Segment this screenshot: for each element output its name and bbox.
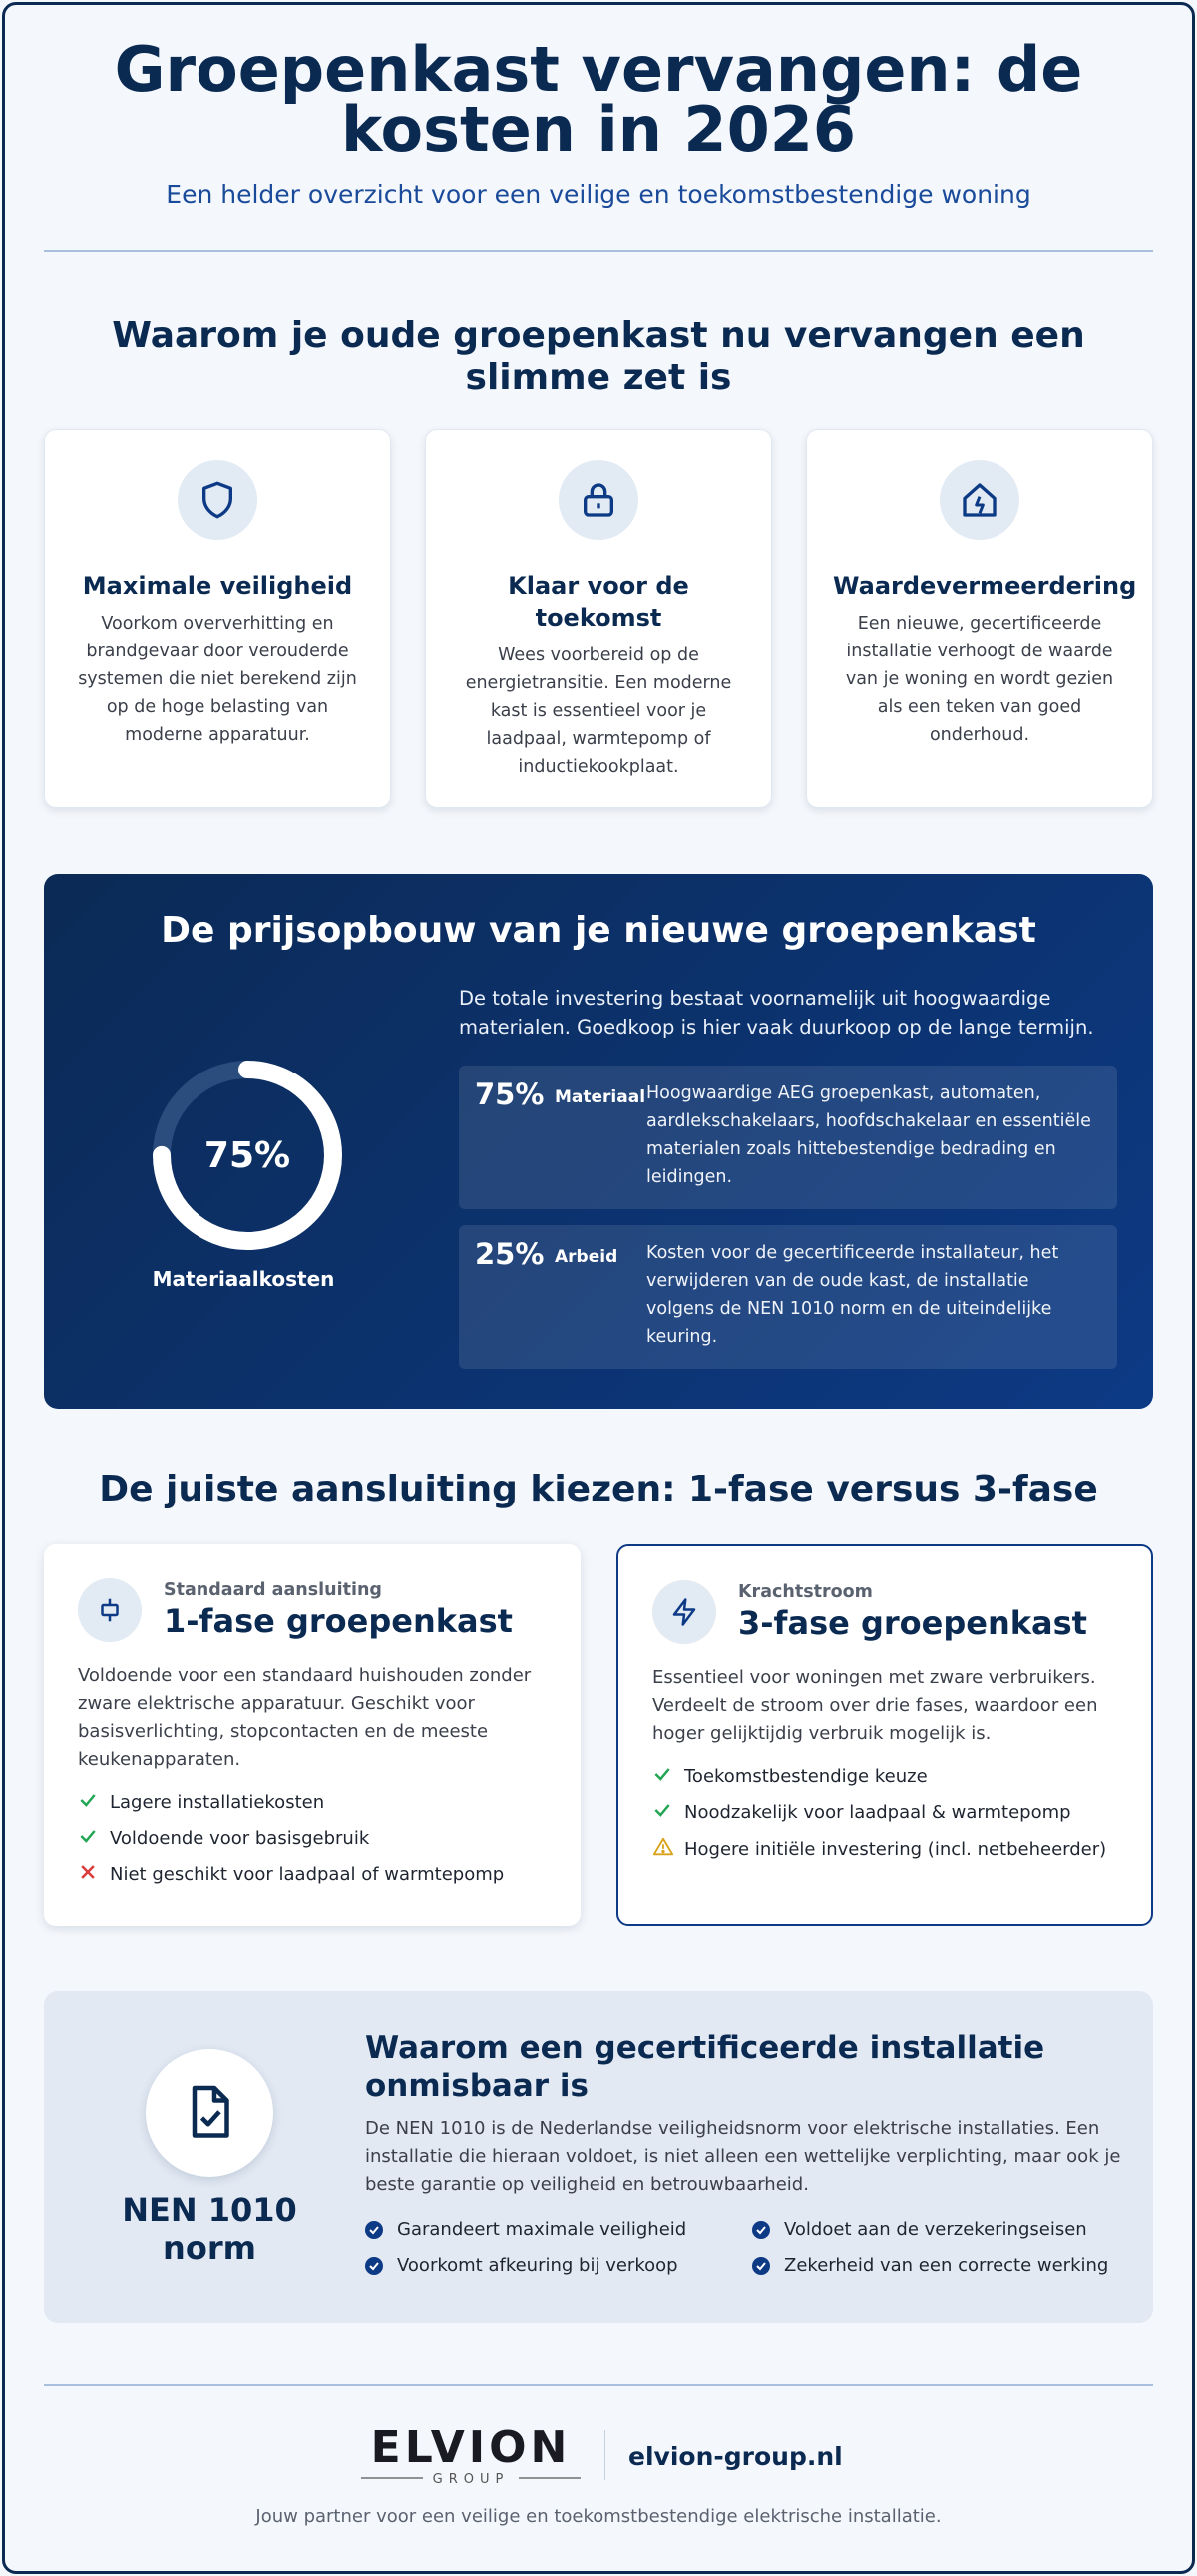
- pricing-intro: De totale investering bestaat voornamelijk uit hoogwaardige materialen. Goedkoop is hier vaak duurkoop op de lange termijn.: [459, 987, 1094, 1039]
- check-icon: [365, 2257, 383, 2275]
- card-title: Klaar voor de toekomst: [508, 572, 689, 632]
- norm-title: Waarom een gecertificeerde installatie onmisbaar is: [365, 2030, 1045, 2104]
- norm-label: NEN 1010 norm: [122, 2191, 297, 2267]
- list-item: Garandeert maximale veiligheid: [365, 2219, 686, 2240]
- donut-caption: Materiaalkosten: [152, 1267, 335, 1291]
- price-pct: 75%: [475, 1077, 545, 1111]
- donut-value: 75%: [203, 1135, 291, 1176]
- check-icon: [78, 1790, 110, 1815]
- list-item: Voorkomt afkeuring bij verkoop: [365, 2255, 678, 2276]
- svg-text:ELVION: ELVION: [370, 2426, 572, 2473]
- phase-desc: Essentieel voor woningen met zware verbruikers. Verdeelt de stroom over drie fases, waardoor een hoger gelijktijdig verbruik mogelijk is.: [652, 1667, 1098, 1744]
- page-title: Groepenkast vervangen: de kosten in 2026: [114, 33, 1083, 166]
- card-title: Waardevermeerdering: [833, 572, 1137, 600]
- price-label: Arbeid: [555, 1247, 618, 1267]
- house-icon: [940, 460, 1019, 540]
- phases-title: De juiste aansluiting kiezen: 1-fase versus 3-fase: [99, 1469, 1098, 1509]
- phase-card-single: [44, 1544, 581, 1926]
- price-desc: Kosten voor de gecertificeerde installateur, het verwijderen van de oude kast, de installatie volgens de NEN 1010 norm en de uiteindelijke keuring.: [646, 1243, 1059, 1347]
- phase-card-three: [616, 1544, 1153, 1926]
- list-item: Hogere initiële investering (incl. netbeheerder): [652, 1836, 1106, 1863]
- warning-icon: [652, 1836, 684, 1863]
- check-icon: [652, 1800, 684, 1825]
- svg-text:GROUP: GROUP: [432, 2472, 510, 2486]
- card-text: Voorkom oververhitting en brandgevaar door verouderde systemen die niet berekend zijn op de hoge belasting van moderne apparatuur.: [78, 614, 357, 745]
- price-label: Materiaal: [555, 1087, 646, 1107]
- price-item-labor: [459, 1225, 1117, 1369]
- card-title: Maximale veiligheid: [82, 572, 353, 600]
- list-item: Zekerheid van een correcte werking: [752, 2255, 1108, 2276]
- benefit-card-value: [806, 429, 1153, 808]
- divider: [604, 2430, 605, 2480]
- phase-kicker: Krachtstroom: [738, 1582, 873, 1602]
- list-item: Voldoende voor basisgebruik: [78, 1826, 369, 1851]
- price-desc: Hoogwaardige AEG groepenkast, automaten, aardlekschakelaars, hoofdschakelaar en essentiële materialen zoals hittebestendige bedrading en leidingen.: [646, 1083, 1091, 1187]
- phase-title: 1-fase groepenkast: [164, 1602, 513, 1640]
- divider: [44, 250, 1153, 252]
- phase-title: 3-fase groepenkast: [738, 1604, 1087, 1642]
- card-text: Een nieuwe, gecertificeerde installatie verhoogt de waarde van je woning en wordt gezien als een teken van goed onderhoud.: [845, 614, 1114, 745]
- norm-desc: De NEN 1010 is de Nederlandse veiligheidsnorm voor elektrische installaties. Een installatie die hieraan voldoet, is niet alleen een wettelijke verplichting, maar ook je beste garantie op veiligheid en betrouwbaarheid.: [365, 2118, 1121, 2195]
- list-item: Toekomstbestendige keuze: [652, 1764, 928, 1789]
- phase-kicker: Standaard aansluiting: [164, 1580, 382, 1600]
- website-link[interactable]: elvion-group.nl: [628, 2442, 843, 2471]
- elvion-logo: [359, 2426, 583, 2486]
- footer-tagline: Jouw partner voor een veilige en toekomstbestendige elektrische installatie.: [255, 2506, 942, 2527]
- check-icon: [752, 2221, 770, 2239]
- list-item: Niet geschikt voor laadpaal of warmtepomp: [78, 1862, 504, 1887]
- phase-desc: Voldoende voor een standaard huishouden zonder zware elektrische apparatuur. Geschikt voor basisverlichting, stopcontacten en de meeste keukenapparaten.: [78, 1665, 532, 1770]
- donut-chart: [148, 1056, 347, 1255]
- plug-icon: [78, 1578, 142, 1642]
- check-icon: [78, 1826, 110, 1851]
- list-item: Voldoet aan de verzekeringseisen: [752, 2219, 1087, 2240]
- divider: [44, 2384, 1153, 2386]
- shield-icon: [178, 460, 257, 540]
- price-pct: 25%: [475, 1237, 545, 1271]
- norm-section: [44, 1991, 1153, 2323]
- why-title: Waarom je oude groepenkast nu vervangen een slimme zet is: [112, 315, 1085, 398]
- check-icon: [365, 2221, 383, 2239]
- benefit-card-future: [425, 429, 772, 808]
- lightning-icon: [652, 1580, 716, 1644]
- price-item-material: [459, 1066, 1117, 1209]
- lock-icon: [559, 460, 638, 540]
- pricing-title: De prijsopbouw van je nieuwe groepenkast: [161, 910, 1036, 951]
- check-icon: [752, 2257, 770, 2275]
- benefit-card-safety: [44, 429, 391, 808]
- list-item: Noodzakelijk voor laadpaal & warmtepomp: [652, 1800, 1071, 1825]
- list-item: Lagere installatiekosten: [78, 1790, 324, 1815]
- card-text: Wees voorbereid op de energietransitie. Een moderne kast is essentieel voor je laadpaal, warmtepomp of inductiekookplaat.: [465, 645, 732, 777]
- check-icon: [652, 1764, 684, 1789]
- document-check-icon: [146, 2049, 273, 2177]
- cross-icon: [78, 1862, 110, 1887]
- page-subtitle: Een helder overzicht voor een veilige en toekomstbestendige woning: [166, 180, 1031, 209]
- pricing-section: [44, 874, 1153, 1409]
